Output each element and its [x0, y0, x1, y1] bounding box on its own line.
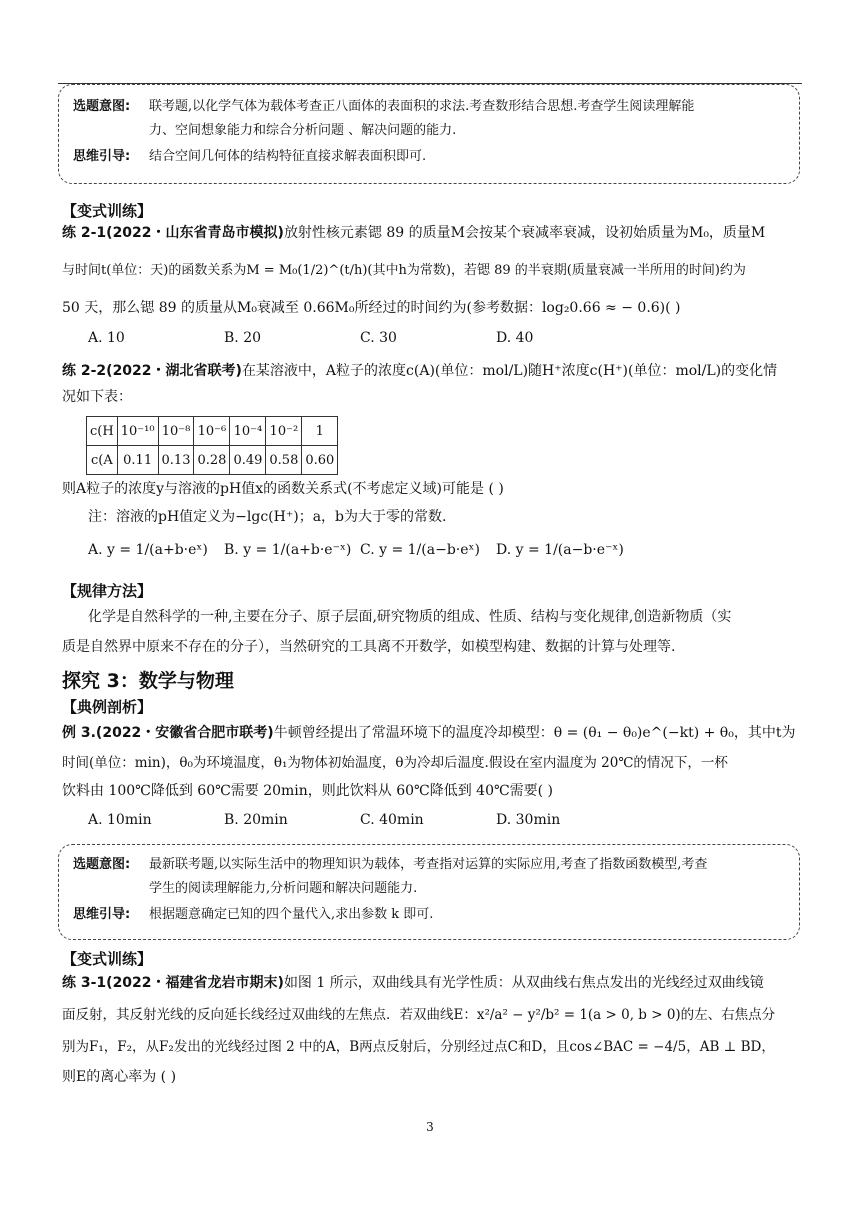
q22-choice-c: C. y = 1/(a−b·eˣ)	[360, 542, 480, 558]
q22-choice-d: D. y = 1/(a−b·e⁻ˣ)	[496, 542, 624, 558]
guide-text: 结合空间几何体的结构特征直接求解表面积即可.	[149, 149, 427, 164]
table-cell: 0.49	[230, 446, 266, 475]
q21-choice-b: B. 20	[224, 330, 262, 346]
ex3-choice-d: D. 30min	[496, 812, 561, 828]
ex3-line3: 饮料由 100℃降低到 60℃需要 20min，则此饮料从 60℃降低到 40℃需要( )	[62, 783, 554, 799]
table-cell: 0.28	[194, 446, 230, 475]
q31-text1: 如图 1 所示，双曲线具有光学性质：从双曲线右焦点发出的光线经过双曲线镜	[283, 975, 764, 991]
table-cell: 10⁻¹⁰	[117, 417, 158, 446]
guide-text: 根据题意确定已知的四个量代入,求出参数 k 即可.	[149, 907, 434, 922]
table-cell: 0.58	[266, 446, 302, 475]
ex3-choice-c: C. 40min	[360, 812, 424, 828]
q31-line4: 则E的离心率为 ( )	[62, 1069, 177, 1085]
intent-text-1: 最新联考题,以实际生活中的物理知识为载体，考查指对运算的实际应用,考查了指数函数模型,考查	[149, 857, 708, 872]
ex3-text1: 牛顿曾经提出了常温环境下的温度冷却模型：θ = (θ₁ − θ₀)e^(−kt) + θ₀，其中t为	[273, 725, 796, 741]
table-cell: 10⁻⁶	[194, 417, 230, 446]
q31-line3: 别为F₁，F₂，从F₂发出的光线经过图 2 中的A，B两点反射后，分别经过点C和D，且cos∠BAC = −4/5，AB ⊥ BD，	[62, 1039, 775, 1055]
q31-line1	[62, 972, 800, 994]
q22-choice-b: B. y = 1/(a+b·e⁻ˣ)	[224, 542, 352, 558]
q22-line1	[62, 360, 800, 382]
intent-label: 选题意图:	[73, 857, 131, 872]
table-cell: 0.13	[158, 446, 194, 475]
q22-line3: 则A粒子的浓度y与溶液的pH值x的函数关系式(不考虑定义域)可能是 ( )	[62, 481, 504, 497]
q22-choice-a: A. y = 1/(a+b·eˣ)	[88, 542, 208, 558]
q31-line2: 面反射，其反射光线的反向延长线经过双曲线的左焦点．若双曲线E：x²/a² − y²/b² = 1(a > 0, b > 0)的左、右焦点分	[62, 1007, 776, 1023]
ex3-line1	[62, 722, 800, 744]
table-cell: 10⁻²	[266, 417, 302, 446]
rule-line-2: 质是自然界中原来不存在的分子），当然研究的工具离不开数学，如模型构建、数据的计算与处理等.	[62, 639, 676, 655]
guide-label: 思维引导:	[73, 149, 131, 164]
ex3-choice-b: B. 20min	[224, 812, 288, 828]
rule-header: 【规律方法】	[62, 582, 153, 600]
page-number: 3	[426, 1120, 434, 1134]
table-cell: c(A	[87, 446, 118, 475]
table-cell: c(H	[87, 417, 118, 446]
q22-text1: 在某溶液中，A粒子的浓度c(A)(单位：mol/L)随H⁺浓度c(H⁺)(单位：mol/L)的变化情	[241, 363, 778, 379]
q22-prefix: 练 2-2(2022・湖北省联考)	[62, 363, 242, 379]
q21-line3: 50 天，那么锶 89 的质量从M₀衰减至 0.66M₀所经过的时间约为(参考数据：log₂0.66 ≈ − 0.6)( )	[62, 300, 681, 316]
q31-prefix: 练 3-1(2022・福建省龙岩市期末)	[62, 975, 284, 991]
q21-choice-d: D. 40	[496, 330, 534, 346]
table-cell: 0.11	[117, 446, 158, 475]
intent-box-1	[58, 84, 800, 184]
table-row	[87, 446, 338, 475]
rule-line-1: 化学是自然科学的一种,主要在分子、原子层面,研究物质的组成、性质、结构与变化规律,创造新物质（实	[88, 609, 732, 625]
intent-text-2: 力、空间想象能力和综合分析问题 、解决问题的能力.	[149, 123, 457, 138]
table-cell: 10⁻⁴	[230, 417, 266, 446]
q22-line2: 况如下表：	[62, 389, 132, 405]
ex3-choice-a: A. 10min	[88, 812, 152, 828]
q21-prefix: 练 2-1(2022・山东省青岛市模拟)	[62, 225, 284, 241]
table-cell: 1	[302, 417, 338, 446]
ex3-line2: 时间(单位：min)，θ₀为环境温度，θ₁为物体初始温度，θ为冷却后温度.假设在室内温度为 20℃的情况下，一杯	[62, 755, 728, 771]
intent-box-2	[58, 844, 800, 940]
concentration-table	[86, 416, 338, 475]
q21-choice-c: C. 30	[360, 330, 397, 346]
intent-text-1: 联考题,以化学气体为载体考查正八面体的表面积的求法.考查数形结合思想.考查学生阅读理解能	[149, 99, 695, 114]
variant-header-1: 【变式训练】	[62, 202, 153, 220]
explore-3-heading: 探究 3：数学与物理	[62, 670, 234, 692]
q21-choice-a: A. 10	[88, 330, 125, 346]
q21-line1	[62, 222, 800, 244]
ex3-prefix: 例 3.(2022・安徽省合肥市联考)	[62, 725, 274, 741]
q21-line2: 与时间t(单位：天)的函数关系为M = M₀(1/2)^(t/h)(其中h为常数)，若锶 89 的半衰期(质量衰减一半所用的时间)约为	[62, 263, 746, 278]
variant-header-2: 【变式训练】	[62, 950, 153, 968]
q22-note: 注：溶液的pH值定义为−lgc(H⁺)；a，b为大于零的常数.	[88, 509, 447, 525]
example-header: 【典例剖析】	[62, 698, 153, 716]
guide-label: 思维引导:	[73, 907, 131, 922]
table-row	[87, 417, 338, 446]
intent-label: 选题意图:	[73, 99, 131, 114]
table-cell: 10⁻⁸	[158, 417, 194, 446]
q21-text1: 放射性核元素锶 89 的质量M会按某个衰减率衰减，设初始质量为M₀，质量M	[283, 225, 766, 241]
table-cell: 0.60	[302, 446, 338, 475]
intent-text-2: 学生的阅读理解能力,分析问题和解决问题能力.	[149, 881, 418, 896]
